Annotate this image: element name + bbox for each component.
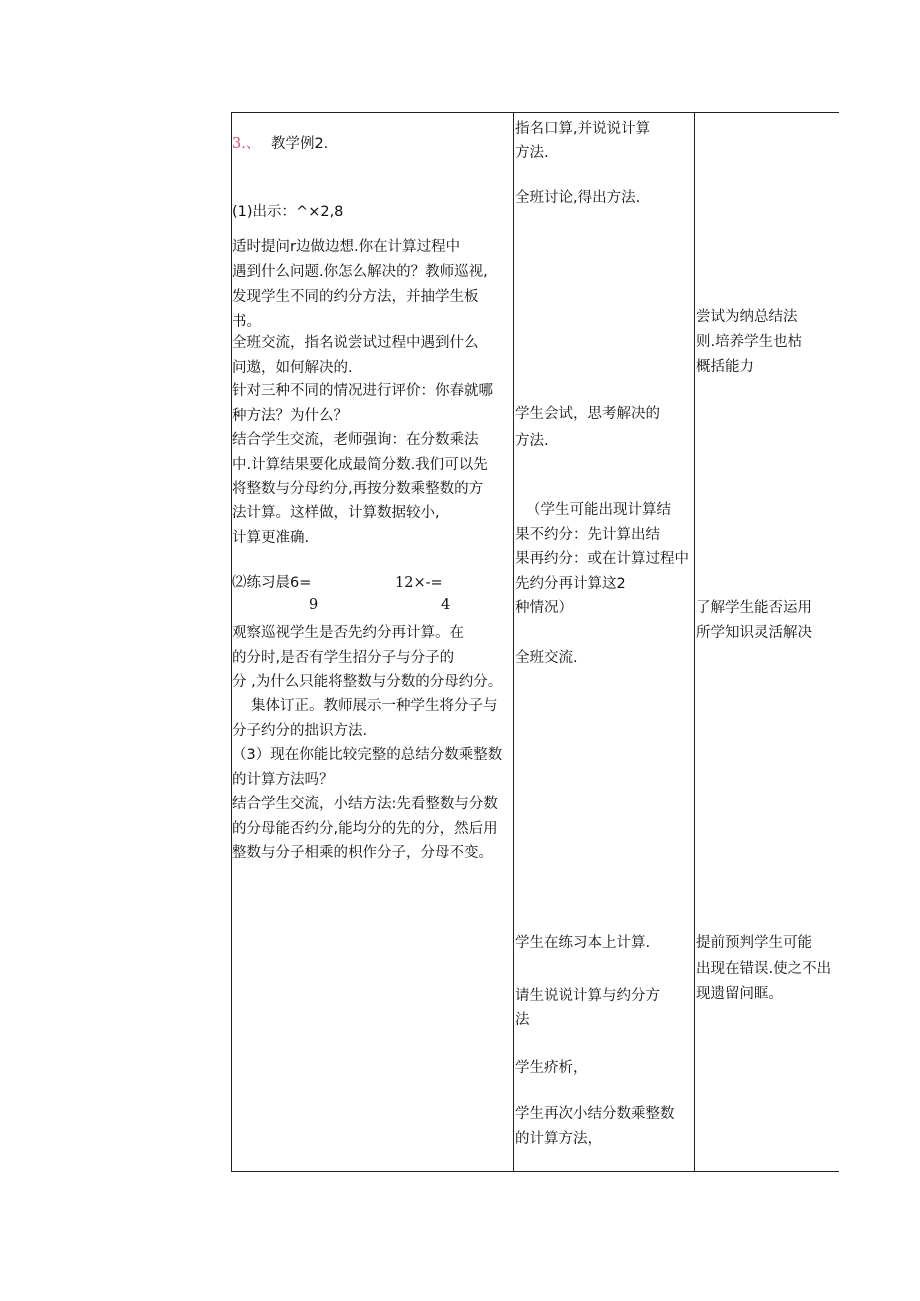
activity-line: 的计算方法， <box>515 1131 602 1147</box>
section-heading <box>232 134 328 154</box>
show-example-line: (1)出示：^×2,8 <box>232 204 344 220</box>
exercise-denominator: 9 <box>309 597 319 613</box>
intent-line: 提前预判学生可能 <box>696 935 812 951</box>
lesson-plan-table <box>231 112 839 1172</box>
activity-line: 种情况） <box>515 600 573 616</box>
para-line: 分子约分的拙识方法. <box>232 723 368 739</box>
para-line: 适时提问r边做边想.你在计算过程中 <box>232 239 461 255</box>
para-line: 中.计算结果要化成最简分数.我们可以先 <box>232 457 488 473</box>
para-line: 书。 <box>232 314 261 330</box>
para-line: 种方法？为什么？ <box>232 408 348 424</box>
activity-line: 学生在练习本上计算. <box>515 935 651 951</box>
intent-line: 概括能力 <box>696 359 754 375</box>
para-line: 将整数与分母约分,再按分数乘整数的方 <box>232 481 484 497</box>
intent-line: 出现在错误.使之不出 <box>696 961 832 977</box>
activity-line: 学生疥析， <box>515 1060 588 1076</box>
para-line: （3）现在你能比较完整的总结分数乘整数 <box>232 747 503 763</box>
para-line: 的分母能否约分,能均分的先的分，然后用 <box>232 821 498 837</box>
para-line: 针对三种不同的情况进行评价：你春就哪 <box>232 383 493 399</box>
para-line: 计算更准确. <box>232 530 310 546</box>
section-number: 3.、 <box>232 136 261 152</box>
exercise-label: ⑵练习晨6= <box>232 575 312 591</box>
activity-line: 果不约分：先计算出结 <box>515 527 660 543</box>
exercise-expression: 12×-= <box>395 575 443 591</box>
design-intent-column <box>695 113 839 1171</box>
activity-line: 果再约分：或在计算过程中 <box>515 551 689 567</box>
activity-line: （学生可能出现计算结 <box>526 502 671 518</box>
para-line: 问遨，如何解决的. <box>232 360 353 376</box>
intent-line: 所学知识灵活解决 <box>696 625 812 641</box>
activity-line: 指名口算,并说说计算 <box>515 121 651 137</box>
activity-line: 请生说说计算与约分方 <box>515 988 660 1004</box>
teaching-process-column <box>231 113 513 1171</box>
para-line: 遇到什么问题.你怎么解决的？教师巡视, <box>232 264 488 280</box>
intent-line: 现遗留问眶。 <box>696 986 783 1002</box>
intent-line: 尝试为纳总结法 <box>696 309 798 325</box>
activity-line: 法 <box>515 1012 530 1028</box>
activity-line: 方法. <box>515 433 549 449</box>
para-line: 整数与分子相乘的枳作分子，分母不变。 <box>232 845 493 861</box>
activity-line: 学生再次小结分数乘整数 <box>515 1106 675 1122</box>
student-activity-column <box>514 113 694 1171</box>
activity-line: 全班讨论,得出方法. <box>515 190 641 206</box>
para-line: 分 ,为什么只能将整数与分数的分母约分。 <box>232 674 503 690</box>
para-line: 的计算方法吗？ <box>232 772 334 788</box>
intent-line: 了解学生能否运用 <box>696 600 812 616</box>
activity-line: 方法. <box>515 145 549 161</box>
activity-line: 学生会试，思考解决的 <box>515 406 660 422</box>
activity-line: 全班交流. <box>515 650 578 666</box>
para-line: 结合学生交流，小结方法:先看整数与分数 <box>232 796 498 812</box>
section-title: 教学例2. <box>270 136 329 152</box>
para-line: 观察巡视学生是否先约分再计算。在 <box>232 625 464 641</box>
exercise-expression-denominator: 4 <box>441 597 451 613</box>
intent-line: 则.培养学生也枯 <box>696 334 803 350</box>
para-line: 结合学生交流，老师强询：在分数乘法 <box>232 432 479 448</box>
activity-line: 先约分再计算这2 <box>515 576 626 592</box>
para-line: 发现学生不同的约分方法，并抽学生板 <box>232 289 479 305</box>
para-line: 全班交流，指名说尝试过程中遇到什么 <box>232 335 479 351</box>
para-line: 集体订正。教师展示一种学生将分子与 <box>251 698 498 714</box>
para-line: 法计算。这样做，计算数据较小, <box>232 505 440 521</box>
para-line: 的分时,是否有学生招分子与分子的 <box>232 650 455 666</box>
